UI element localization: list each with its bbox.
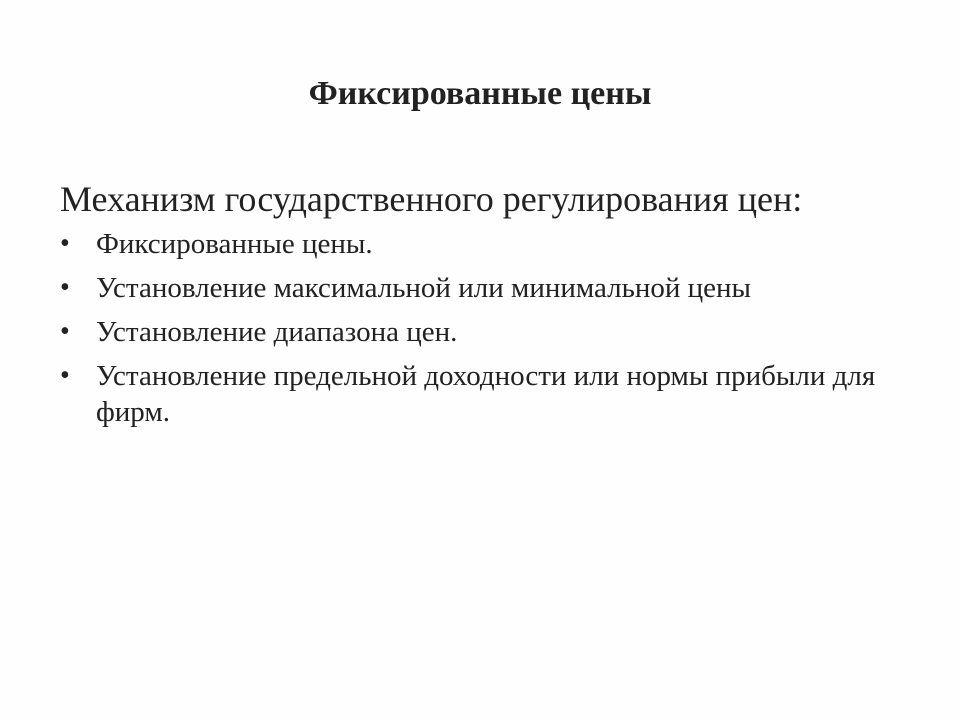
- bullet-text: Фиксированные цены.: [96, 228, 373, 260]
- bullet-item: [60, 358, 920, 430]
- bullet-item: [60, 226, 920, 262]
- bullet-item: [60, 270, 920, 306]
- bullet-text: Установление максимальной или минимальной цены: [96, 272, 752, 304]
- bullet-list: [60, 226, 920, 438]
- bullet-icon: •: [60, 228, 70, 259]
- bullet-icon: •: [60, 360, 70, 391]
- slide-title: Фиксированные цены: [308, 75, 652, 112]
- bullet-item: [60, 314, 920, 350]
- bullet-icon: •: [60, 272, 70, 303]
- bullet-icon: •: [60, 316, 70, 347]
- intro-heading: Механизм государственного регулирования цен:: [60, 179, 803, 219]
- bullet-text: Установление предельной доходности или нормы прибыли для фирм.: [96, 360, 876, 428]
- bullet-text: Установление диапазона цен.: [96, 316, 458, 348]
